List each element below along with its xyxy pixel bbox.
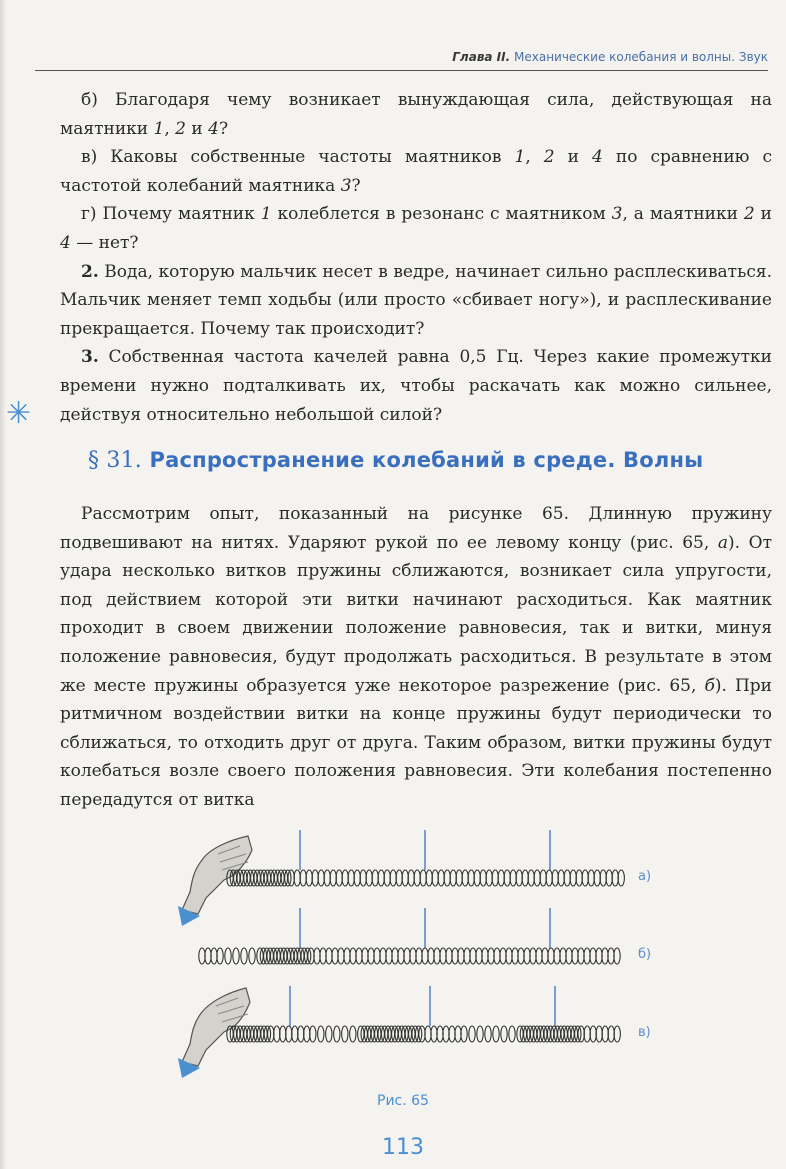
spring-coil — [602, 1026, 608, 1042]
question-2: 2. Вода, которую мальчик несет в ведре, начинает сильно расплескиваться. Мальчик меняет темп ходьбы (или просто «сбивает ногу»), и расплескивание прекращается. Почему так происходит? — [60, 261, 772, 339]
spring-coil — [414, 870, 420, 886]
spring-coil — [470, 948, 476, 964]
spring-coil — [572, 948, 578, 964]
spring-coil — [618, 870, 624, 886]
spring-coil — [326, 948, 332, 964]
spring-coil — [378, 870, 384, 886]
page-edge-shadow — [0, 0, 6, 1169]
spring-coil — [594, 870, 600, 886]
spring-coil — [482, 948, 488, 964]
spring-coil — [584, 1026, 590, 1042]
spring-coil — [410, 948, 416, 964]
spring-coil — [380, 948, 386, 964]
spring-coil — [416, 948, 422, 964]
section-title: Распространение колебаний в среде. Волны — [149, 448, 704, 472]
spring-coil — [384, 870, 390, 886]
spring-coil — [554, 948, 560, 964]
question-b: б) Благодаря чему возникает вынуждающая сила, действующая на маятники 1, 2 и 4? — [60, 90, 772, 139]
spring-coil — [348, 870, 354, 886]
spring-coil — [536, 948, 542, 964]
hand-icon-bottom — [178, 988, 250, 1078]
questions-block — [60, 86, 772, 429]
spring-coil — [318, 1026, 324, 1042]
figure-65 — [160, 818, 680, 1088]
spring-coil — [590, 948, 596, 964]
section-heading — [88, 448, 703, 473]
spring-coil — [362, 948, 368, 964]
spring-coil — [390, 870, 396, 886]
spring-coil — [469, 1026, 475, 1042]
spring-row-c — [227, 986, 621, 1042]
spring-coil — [524, 948, 530, 964]
chapter-title: Механические колебания и волны. Звук — [514, 50, 768, 64]
spring-coil — [426, 870, 432, 886]
spring-coil — [578, 948, 584, 964]
spring-coil — [420, 870, 426, 886]
spring-coil — [199, 948, 205, 964]
spring-coil — [432, 870, 438, 886]
spring-coil — [462, 870, 468, 886]
spring-coil — [402, 870, 408, 886]
spring-coil — [506, 948, 512, 964]
label-a: а) — [638, 869, 652, 884]
header-rule — [35, 70, 768, 71]
page-number: 113 — [382, 1135, 424, 1160]
spring-coil — [434, 948, 440, 964]
spring-coil — [310, 1026, 316, 1042]
spring-coil — [286, 1026, 292, 1042]
spring-coil — [344, 948, 350, 964]
spring-coil — [582, 870, 588, 886]
spring-coil — [336, 870, 342, 886]
spring-coil — [425, 1026, 431, 1042]
spring-coil — [300, 870, 306, 886]
spring-coil — [326, 1026, 332, 1042]
spring-coil — [600, 870, 606, 886]
spring-coil — [443, 1026, 449, 1042]
spring-coil — [398, 948, 404, 964]
question-v: в) Каковы собственные частоты маятников 1, 2 и 4 по сравнению с частотой колебаний маятника 3? — [60, 147, 773, 196]
spring-coil — [372, 870, 378, 886]
spring-coil — [396, 870, 402, 886]
spring-coil — [280, 1026, 286, 1042]
spring-coil — [588, 870, 594, 886]
spring-coil — [334, 1026, 340, 1042]
spring-coil — [404, 948, 410, 964]
spring-coil — [205, 948, 211, 964]
spring-coil — [320, 948, 326, 964]
spring-coil — [501, 1026, 507, 1042]
spring-coil — [534, 870, 540, 886]
spring-coil — [392, 948, 398, 964]
spring-row-b — [199, 908, 620, 964]
spring-coil — [354, 870, 360, 886]
spring-coil — [590, 1026, 596, 1042]
spring-coil — [548, 948, 554, 964]
spring-coil — [294, 870, 300, 886]
spring-coil — [492, 870, 498, 886]
spring-coil — [476, 948, 482, 964]
spring-coil — [408, 870, 414, 886]
spring-coil — [612, 870, 618, 886]
section-sign: § 31. — [88, 448, 142, 473]
spring-coil — [422, 948, 428, 964]
spring-coil — [330, 870, 336, 886]
spring-coil — [306, 870, 312, 886]
spring-coil — [498, 870, 504, 886]
label-c: в) — [638, 1025, 651, 1040]
spring-coil — [332, 948, 338, 964]
spring-coil — [241, 948, 247, 964]
spring-coil — [602, 948, 608, 964]
spring-coil — [606, 870, 612, 886]
spring-coil — [494, 948, 500, 964]
spring-coil — [368, 948, 374, 964]
spring-coil — [440, 948, 446, 964]
spring-coil — [516, 870, 522, 886]
asterisk-icon: ✳ — [6, 396, 32, 431]
spring-coil — [356, 948, 362, 964]
spring-coil — [431, 1026, 437, 1042]
spring-coil — [304, 1026, 310, 1042]
spring-coil — [560, 948, 566, 964]
spring-coil — [518, 948, 524, 964]
spring-coil — [298, 1026, 304, 1042]
spring-coil — [233, 948, 239, 964]
spring-coil — [312, 870, 318, 886]
spring-coil — [249, 948, 255, 964]
spring-coil — [510, 870, 516, 886]
spring-coil — [570, 870, 576, 886]
spring-coil — [614, 1026, 620, 1042]
spring-coil — [596, 1026, 602, 1042]
spring-coil — [566, 948, 572, 964]
spring-coil — [493, 1026, 499, 1042]
spring-coil — [530, 948, 536, 964]
figure-caption: Рис. 65 — [377, 1093, 429, 1109]
spring-coil — [552, 870, 558, 886]
spring-coil — [474, 870, 480, 886]
spring-coil — [438, 870, 444, 886]
running-head — [0, 50, 768, 64]
spring-coil — [350, 948, 356, 964]
body-text — [60, 500, 772, 815]
spring-coil — [509, 1026, 515, 1042]
spring-coil — [464, 948, 470, 964]
spring-coil — [522, 870, 528, 886]
spring-coil — [338, 948, 344, 964]
spring-coil — [468, 870, 474, 886]
label-b: б) — [638, 947, 652, 962]
spring-coil — [564, 870, 570, 886]
spring-coil — [342, 870, 348, 886]
spring-coil — [437, 1026, 443, 1042]
spring-coil — [477, 1026, 483, 1042]
spring-coil — [542, 948, 548, 964]
spring-coil — [366, 870, 372, 886]
spring-coil — [444, 870, 450, 886]
spring-coil — [386, 948, 392, 964]
spring-row-a — [227, 830, 625, 886]
spring-coil — [217, 948, 223, 964]
question-g: г) Почему маятник 1 колеблется в резонанс с маятником 3, а маятники 2 и 4 — нет? — [60, 204, 772, 253]
spring-coil — [558, 870, 564, 886]
spring-coil — [480, 870, 486, 886]
spring-coil — [584, 948, 590, 964]
spring-diagram — [160, 818, 680, 1088]
spring-coil — [450, 870, 456, 886]
spring-coil — [614, 948, 620, 964]
spring-coil — [458, 948, 464, 964]
spring-coil — [211, 948, 217, 964]
spring-coil — [428, 948, 434, 964]
spring-coil — [486, 870, 492, 886]
spring-coil — [456, 870, 462, 886]
spring-coil — [455, 1026, 461, 1042]
spring-coil — [374, 948, 380, 964]
spring-coil — [324, 870, 330, 886]
spring-coil — [274, 1026, 280, 1042]
spring-coil — [318, 870, 324, 886]
spring-coil — [576, 870, 582, 886]
spring-coil — [488, 948, 494, 964]
spring-coil — [314, 948, 320, 964]
spring-coil — [360, 870, 366, 886]
spring-coil — [485, 1026, 491, 1042]
spring-coil — [461, 1026, 467, 1042]
spring-coil — [446, 948, 452, 964]
chapter-label: Глава II. — [452, 50, 511, 64]
spring-coil — [350, 1026, 356, 1042]
spring-coil — [449, 1026, 455, 1042]
body-paragraph: Рассмотрим опыт, показанный на рисунке 65. Длинную пружину подвешивают на нитях. Ударяют рукой по ее левому концу (рис. 65, а). От удара несколько витков пружины сближаются, возникает сила упругости, под действием которой эти витки начинают расходиться. Как маятник проходит в своем движении положение равновесия, так и витки, минуя положение равновесия, будут продолжать расходиться. В результате в этом же месте пружины образуется уже некоторое разрежение (рис. 65, б). При ритмичном воздействии витки на конце пружины будут периодически то сближаться, то отходить друг от друга. Таким образом, витки пружины будут колебаться возле своего положения равновесия. Эти колебания постепенно передадутся от витка — [60, 504, 772, 810]
spring-coil — [608, 1026, 614, 1042]
spring-coil — [608, 948, 614, 964]
spring-coil — [540, 870, 546, 886]
spring-coil — [292, 1026, 298, 1042]
spring-coil — [596, 948, 602, 964]
spring-coil — [225, 948, 231, 964]
spring-coil — [452, 948, 458, 964]
spring-coil — [512, 948, 518, 964]
spring-coil — [500, 948, 506, 964]
spring-coil — [528, 870, 534, 886]
spring-coil — [546, 870, 552, 886]
spring-coil — [342, 1026, 348, 1042]
spring-coil — [504, 870, 510, 886]
question-3: 3. Собственная частота качелей равна 0,5 Гц. Через какие промежутки времени нужно подталкивать их, чтобы раскачать как можно сильнее, действуя относительно небольшой силой? — [60, 347, 772, 425]
